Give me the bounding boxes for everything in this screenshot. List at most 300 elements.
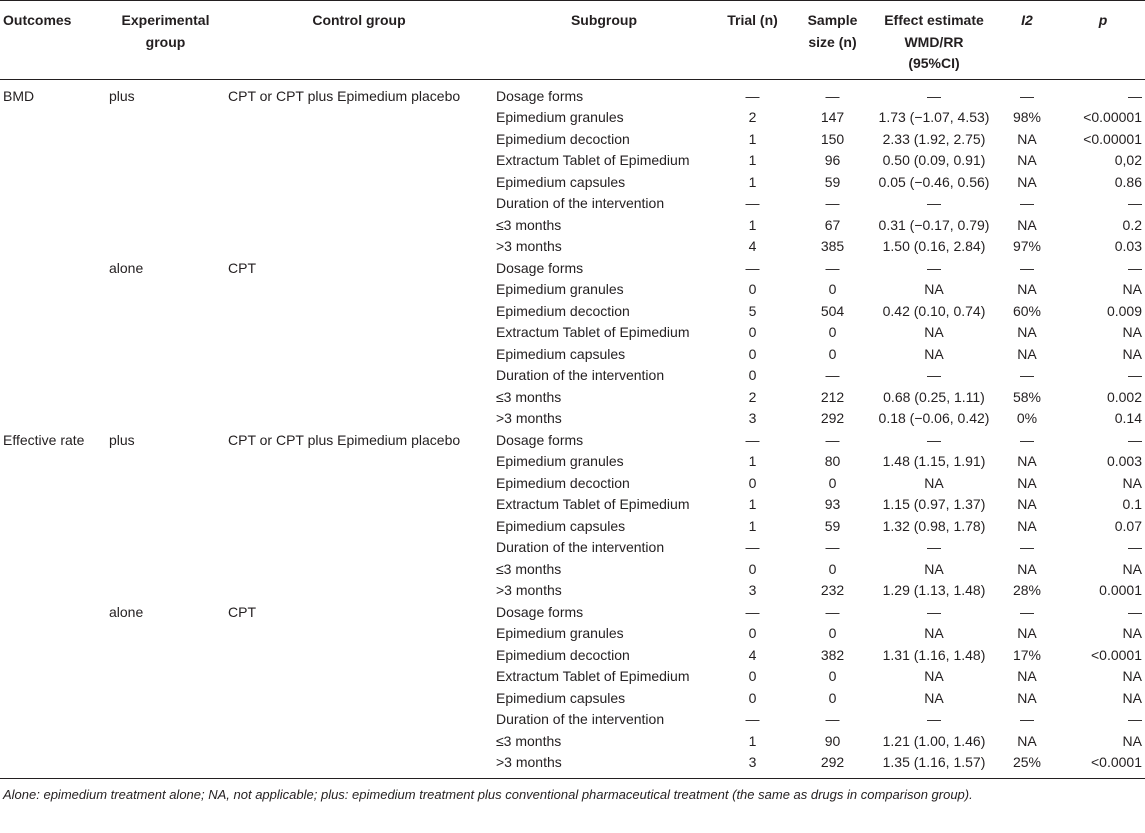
cell-experimental-group: alone xyxy=(109,259,144,276)
cell-experimental-group: alone xyxy=(109,603,144,620)
cell-sample-size: 504 xyxy=(820,302,845,319)
cell-subgroup: Epimedium decoction xyxy=(496,646,630,663)
cell-outcome xyxy=(0,709,106,731)
cell-outcome xyxy=(0,731,106,753)
cell-trial: 4 xyxy=(748,238,757,254)
cell-trial: 1 xyxy=(748,732,757,749)
cell-i2: 98% xyxy=(1012,109,1042,125)
cell-trial: — xyxy=(745,259,760,276)
cell-effect-estimate: — xyxy=(927,603,941,620)
cell-trial: 1 xyxy=(748,173,757,190)
cell-effect-estimate: — xyxy=(927,711,941,727)
cell-effect-estimate: 0.68 (0.25, 1.11) xyxy=(883,388,985,405)
cell-effect-estimate: 0.50 (0.09, 0.91) xyxy=(882,152,986,168)
cell-p: — xyxy=(1128,195,1142,211)
cell-p: — xyxy=(1128,539,1142,555)
cell-p: 0.003 xyxy=(1106,453,1142,469)
cell-subgroup: ≤3 months xyxy=(496,388,562,405)
cell-outcome xyxy=(0,623,106,645)
header-trial: Trial (n) xyxy=(715,1,790,80)
cell-effect-estimate: — xyxy=(927,87,941,104)
cell-outcome xyxy=(0,172,106,194)
cell-control-group xyxy=(225,731,493,753)
cell-trial: 1 xyxy=(748,152,757,168)
cell-subgroup: Epimedium decoction xyxy=(496,474,630,491)
cell-experimental-group xyxy=(106,408,225,430)
cell-control-group xyxy=(225,494,493,516)
cell-sample-size: — xyxy=(825,431,840,448)
cell-effect-estimate: 0.18 (−0.06, 0.42) xyxy=(878,410,990,426)
table-row xyxy=(0,215,1145,237)
table-row xyxy=(0,193,1145,215)
cell-i2: — xyxy=(1020,87,1034,104)
cell-effect-estimate: 1.50 (0.16, 2.84) xyxy=(882,238,986,254)
cell-outcome xyxy=(0,645,106,667)
cell-i2: — xyxy=(1020,603,1034,620)
cell-outcome xyxy=(0,451,106,473)
cell-subgroup: Duration of the intervention xyxy=(496,711,665,727)
cell-control-group xyxy=(225,107,493,129)
cell-p: NA xyxy=(1122,625,1142,641)
cell-i2: NA xyxy=(1017,453,1037,469)
cell-experimental-group xyxy=(106,666,225,688)
cell-subgroup: Extractum Tablet of Epimedium xyxy=(496,324,690,340)
cell-experimental-group xyxy=(106,580,225,602)
cell-p: 0.86 xyxy=(1114,173,1142,190)
cell-experimental-group xyxy=(106,451,225,473)
table-row xyxy=(0,559,1145,581)
cell-effect-estimate: 0.42 (0.10, 0.74) xyxy=(882,302,986,319)
cell-trial: 1 xyxy=(748,216,757,233)
cell-subgroup: Epimedium decoction xyxy=(496,302,630,319)
cell-experimental-group xyxy=(106,344,225,366)
cell-effect-estimate: — xyxy=(927,367,941,383)
cell-sample-size: 292 xyxy=(820,754,845,770)
cell-p: NA xyxy=(1122,281,1142,297)
cell-experimental-group xyxy=(106,322,225,344)
table-row xyxy=(0,473,1145,495)
cell-sample-size: 90 xyxy=(824,732,841,749)
cell-i2: NA xyxy=(1017,689,1037,706)
cell-effect-estimate: NA xyxy=(924,345,944,362)
cell-control-group xyxy=(225,344,493,366)
cell-effect-estimate: 1.32 (0.98, 1.78) xyxy=(882,517,986,534)
table-row xyxy=(0,494,1145,516)
cell-control-group xyxy=(225,623,493,645)
cell-control-group: CPT xyxy=(228,259,256,276)
cell-control-group xyxy=(225,150,493,172)
cell-trial: 3 xyxy=(748,410,757,426)
cell-sample-size: — xyxy=(825,367,840,383)
cell-i2: NA xyxy=(1017,281,1037,297)
cell-sample-size: 0 xyxy=(828,625,837,641)
cell-experimental-group xyxy=(106,494,225,516)
cell-control-group xyxy=(225,215,493,237)
table-row xyxy=(0,451,1145,473)
cell-control-group xyxy=(225,451,493,473)
cell-i2: NA xyxy=(1017,324,1037,340)
cell-subgroup: Duration of the intervention xyxy=(496,195,665,211)
cell-sample-size: 0 xyxy=(828,324,837,340)
cell-experimental-group xyxy=(106,193,225,215)
cell-effect-estimate: 1.15 (0.97, 1.37) xyxy=(882,496,986,512)
table-row xyxy=(0,623,1145,645)
cell-control-group: CPT or CPT plus Epimedium placebo xyxy=(228,87,461,104)
cell-outcome xyxy=(0,580,106,602)
cell-sample-size: 59 xyxy=(824,517,841,534)
cell-experimental-group xyxy=(106,236,225,258)
table-row xyxy=(0,150,1145,172)
cell-control-group xyxy=(225,516,493,538)
cell-subgroup: ≤3 months xyxy=(496,560,562,577)
cell-sample-size: — xyxy=(825,259,840,276)
cell-subgroup: ≤3 months xyxy=(496,216,562,233)
cell-subgroup: >3 months xyxy=(496,238,562,254)
cell-outcome xyxy=(0,258,106,280)
cell-trial: 0 xyxy=(748,625,757,641)
cell-effect-estimate: 2.33 (1.92, 2.75) xyxy=(882,130,986,147)
cell-subgroup: Dosage forms xyxy=(496,259,584,276)
cell-outcome xyxy=(0,408,106,430)
table-row xyxy=(0,107,1145,129)
cell-sample-size: 0 xyxy=(828,689,837,706)
cell-effect-estimate: 1.31 (1.16, 1.48) xyxy=(882,646,986,663)
table-row xyxy=(0,602,1145,624)
cell-p: <0.0001 xyxy=(1091,646,1142,663)
cell-effect-estimate: NA xyxy=(924,324,944,340)
header-sample-size: Sample size (n) xyxy=(790,1,875,80)
cell-p: — xyxy=(1128,431,1142,448)
cell-i2: NA xyxy=(1017,732,1037,749)
cell-sample-size: 382 xyxy=(820,646,845,663)
cell-trial: 2 xyxy=(748,388,757,405)
cell-i2: NA xyxy=(1017,345,1037,362)
cell-subgroup: Extractum Tablet of Epimedium xyxy=(496,668,690,684)
cell-sample-size: — xyxy=(825,711,840,727)
cell-subgroup: Extractum Tablet of Epimedium xyxy=(496,496,690,512)
cell-outcome xyxy=(0,150,106,172)
cell-trial: 0 xyxy=(748,324,757,340)
cell-subgroup: Epimedium granules xyxy=(496,625,624,641)
cell-trial: 0 xyxy=(748,474,757,491)
cell-subgroup: Epimedium capsules xyxy=(496,689,626,706)
cell-subgroup: ≤3 months xyxy=(496,732,562,749)
cell-trial: 5 xyxy=(748,302,757,319)
cell-effect-estimate: — xyxy=(927,195,941,211)
cell-control-group xyxy=(225,537,493,559)
cell-i2: NA xyxy=(1017,474,1037,491)
cell-p: 0.0001 xyxy=(1099,582,1142,598)
cell-p: 0.1 xyxy=(1122,496,1142,512)
cell-control-group xyxy=(225,666,493,688)
cell-trial: 0 xyxy=(748,560,757,577)
cell-i2: — xyxy=(1020,367,1034,383)
cell-p: — xyxy=(1128,711,1142,727)
cell-p: 0.03 xyxy=(1114,238,1142,254)
cell-subgroup: Epimedium capsules xyxy=(496,173,626,190)
table-row xyxy=(0,666,1145,688)
cell-subgroup: >3 months xyxy=(496,582,562,598)
cell-outcome xyxy=(0,193,106,215)
cell-experimental-group xyxy=(106,301,225,323)
cell-sample-size: 0 xyxy=(828,668,837,684)
cell-sample-size: — xyxy=(825,87,840,104)
header-row xyxy=(0,1,1145,80)
cell-subgroup: Duration of the intervention xyxy=(496,367,665,383)
cell-control-group xyxy=(225,387,493,409)
cell-subgroup: Epimedium granules xyxy=(496,453,624,469)
cell-sample-size: 0 xyxy=(828,560,837,577)
cell-effect-estimate: NA xyxy=(924,560,944,577)
cell-effect-estimate: NA xyxy=(924,625,944,641)
cell-effect-estimate: 1.48 (1.15, 1.91) xyxy=(882,453,986,469)
cell-effect-estimate: 1.29 (1.13, 1.48) xyxy=(882,582,986,598)
cell-trial: 2 xyxy=(748,109,757,125)
cell-trial: — xyxy=(745,195,760,211)
cell-control-group xyxy=(225,709,493,731)
cell-p: <0.00001 xyxy=(1083,130,1142,147)
cell-i2: — xyxy=(1020,431,1034,448)
cell-subgroup: Epimedium granules xyxy=(496,281,624,297)
cell-i2: — xyxy=(1020,195,1034,211)
cell-control-group xyxy=(225,473,493,495)
cell-p: — xyxy=(1128,367,1142,383)
header-outcomes: Outcomes xyxy=(0,1,106,80)
cell-experimental-group xyxy=(106,365,225,387)
cell-trial: 1 xyxy=(748,453,757,469)
table-row xyxy=(0,537,1145,559)
table-row xyxy=(0,79,1145,107)
cell-outcome xyxy=(0,279,106,301)
table-row xyxy=(0,365,1145,387)
cell-experimental-group xyxy=(106,473,225,495)
cell-p: NA xyxy=(1122,668,1142,684)
header-subgroup: Subgroup xyxy=(493,1,715,80)
cell-experimental-group xyxy=(106,107,225,129)
cell-p: NA xyxy=(1122,474,1142,491)
cell-effect-estimate: NA xyxy=(924,668,944,684)
cell-trial: 3 xyxy=(748,754,757,770)
table-row xyxy=(0,344,1145,366)
cell-sample-size: 292 xyxy=(820,410,845,426)
cell-outcome xyxy=(0,752,106,778)
cell-effect-estimate: 0.05 (−0.46, 0.56) xyxy=(878,173,990,190)
cell-p: 0.14 xyxy=(1114,410,1142,426)
cell-effect-estimate: — xyxy=(927,259,941,276)
cell-effect-estimate: NA xyxy=(924,474,944,491)
table-row xyxy=(0,731,1145,753)
cell-experimental-group xyxy=(106,752,225,778)
cell-control-group xyxy=(225,279,493,301)
cell-trial: 4 xyxy=(748,646,757,663)
table-body xyxy=(0,79,1145,778)
cell-experimental-group xyxy=(106,129,225,151)
table-footnote: Alone: epimedium treatment alone; NA, not applicable; plus: epimedium treatment plus conventional pharmaceutical treatment (the same as drugs in comparison group). xyxy=(3,786,973,802)
cell-outcome: BMD xyxy=(3,87,35,104)
cell-subgroup: Epimedium granules xyxy=(496,109,624,125)
table-row xyxy=(0,172,1145,194)
header-experimental-group: Experimental group xyxy=(106,1,225,80)
cell-i2: 60% xyxy=(1012,302,1042,319)
table-row xyxy=(0,408,1145,430)
table-row xyxy=(0,129,1145,151)
cell-control-group xyxy=(225,193,493,215)
cell-subgroup: Duration of the intervention xyxy=(496,539,665,555)
cell-sample-size: 0 xyxy=(828,345,837,362)
cell-p: 0.009 xyxy=(1106,302,1142,319)
cell-p: 0,02 xyxy=(1114,152,1142,168)
cell-i2: 58% xyxy=(1012,388,1042,405)
cell-outcome xyxy=(0,344,106,366)
cell-outcome xyxy=(0,537,106,559)
cell-experimental-group xyxy=(106,150,225,172)
cell-control-group xyxy=(225,322,493,344)
cell-outcome xyxy=(0,666,106,688)
cell-control-group: CPT xyxy=(228,603,256,620)
cell-subgroup: >3 months xyxy=(496,754,562,770)
cell-sample-size: 212 xyxy=(820,388,845,405)
cell-i2: NA xyxy=(1017,216,1037,233)
cell-p: NA xyxy=(1122,689,1142,706)
cell-p: — xyxy=(1128,87,1142,104)
cell-outcome xyxy=(0,107,106,129)
cell-subgroup: Dosage forms xyxy=(496,431,584,448)
cell-subgroup: Dosage forms xyxy=(496,603,584,620)
cell-effect-estimate: 0.31 (−0.17, 0.79) xyxy=(878,216,990,233)
cell-i2: — xyxy=(1020,259,1034,276)
cell-i2: NA xyxy=(1017,173,1037,190)
cell-i2: NA xyxy=(1017,130,1037,147)
cell-outcome xyxy=(0,236,106,258)
table-row xyxy=(0,279,1145,301)
cell-experimental-group xyxy=(106,709,225,731)
cell-experimental-group xyxy=(106,623,225,645)
header-i2: I2 xyxy=(993,1,1061,80)
cell-i2: NA xyxy=(1017,152,1037,168)
cell-control-group xyxy=(225,365,493,387)
cell-sample-size: — xyxy=(825,195,840,211)
table-row xyxy=(0,645,1145,667)
table-row xyxy=(0,322,1145,344)
cell-subgroup: >3 months xyxy=(496,410,562,426)
cell-trial: 0 xyxy=(748,689,757,706)
cell-sample-size: 147 xyxy=(820,109,845,125)
table-row xyxy=(0,301,1145,323)
table-row xyxy=(0,258,1145,280)
cell-i2: NA xyxy=(1017,560,1037,577)
table-row xyxy=(0,688,1145,710)
cell-control-group xyxy=(225,688,493,710)
table-row xyxy=(0,580,1145,602)
cell-i2: NA xyxy=(1017,668,1037,684)
table-row xyxy=(0,752,1145,778)
cell-effect-estimate: — xyxy=(927,431,941,448)
cell-i2: NA xyxy=(1017,625,1037,641)
cell-experimental-group xyxy=(106,215,225,237)
table-row xyxy=(0,236,1145,258)
cell-experimental-group xyxy=(106,279,225,301)
table-row xyxy=(0,387,1145,409)
cell-p: NA xyxy=(1122,324,1142,340)
cell-trial: 0 xyxy=(748,281,757,297)
cell-outcome xyxy=(0,688,106,710)
cell-control-group xyxy=(225,580,493,602)
cell-effect-estimate: 1.21 (1.00, 1.46) xyxy=(882,732,986,749)
table-header xyxy=(0,1,1145,80)
cell-experimental-group xyxy=(106,516,225,538)
table-row xyxy=(0,709,1145,731)
cell-trial: 0 xyxy=(748,367,757,383)
cell-trial: 1 xyxy=(748,496,757,512)
cell-outcome xyxy=(0,365,106,387)
cell-i2: 25% xyxy=(1012,754,1042,770)
cell-trial: 0 xyxy=(748,345,757,362)
cell-i2: 28% xyxy=(1012,582,1042,598)
cell-trial: 1 xyxy=(748,130,757,147)
cell-outcome xyxy=(0,494,106,516)
cell-effect-estimate: — xyxy=(927,539,941,555)
cell-sample-size: 232 xyxy=(820,582,845,598)
cell-i2: NA xyxy=(1017,496,1037,512)
cell-experimental-group xyxy=(106,688,225,710)
cell-sample-size: 0 xyxy=(828,474,837,491)
header-control-group: Control group xyxy=(225,1,493,80)
cell-i2: NA xyxy=(1017,517,1037,534)
cell-subgroup: Epimedium capsules xyxy=(496,345,626,362)
cell-control-group xyxy=(225,236,493,258)
cell-control-group xyxy=(225,752,493,778)
cell-sample-size: 59 xyxy=(824,173,841,190)
cell-trial: 1 xyxy=(748,517,757,534)
cell-sample-size: 385 xyxy=(820,238,845,254)
cell-p: 0.002 xyxy=(1106,388,1142,405)
cell-subgroup: Epimedium capsules xyxy=(496,517,626,534)
cell-p: <0.0001 xyxy=(1091,754,1142,770)
header-p: p xyxy=(1061,1,1145,80)
cell-p: NA xyxy=(1122,560,1142,577)
cell-i2: 0% xyxy=(1016,410,1038,426)
cell-sample-size: — xyxy=(825,539,840,555)
cell-outcome xyxy=(0,129,106,151)
cell-outcome: Effective rate xyxy=(3,431,85,448)
cell-p: — xyxy=(1128,603,1142,620)
cell-sample-size: — xyxy=(825,603,840,620)
cell-subgroup: Epimedium decoction xyxy=(496,130,630,147)
cell-outcome xyxy=(0,387,106,409)
cell-effect-estimate: 1.35 (1.16, 1.57) xyxy=(882,754,986,770)
cell-trial: — xyxy=(745,603,760,620)
cell-trial: — xyxy=(745,711,760,727)
cell-effect-estimate: NA xyxy=(924,281,944,297)
cell-control-group xyxy=(225,301,493,323)
cell-outcome xyxy=(0,215,106,237)
cell-control-group xyxy=(225,129,493,151)
cell-p: 0.2 xyxy=(1122,216,1142,233)
cell-subgroup: Dosage forms xyxy=(496,87,584,104)
cell-control-group xyxy=(225,408,493,430)
cell-control-group xyxy=(225,172,493,194)
cell-experimental-group xyxy=(106,172,225,194)
cell-trial: 3 xyxy=(748,582,757,598)
cell-experimental-group xyxy=(106,387,225,409)
cell-sample-size: 0 xyxy=(828,281,837,297)
cell-i2: — xyxy=(1020,711,1034,727)
cell-sample-size: 67 xyxy=(824,216,841,233)
cell-control-group: CPT or CPT plus Epimedium placebo xyxy=(228,431,461,448)
cell-i2: 17% xyxy=(1012,646,1042,663)
table-row xyxy=(0,430,1145,452)
cell-effect-estimate: 1.73 (−1.07, 4.53) xyxy=(878,109,990,125)
